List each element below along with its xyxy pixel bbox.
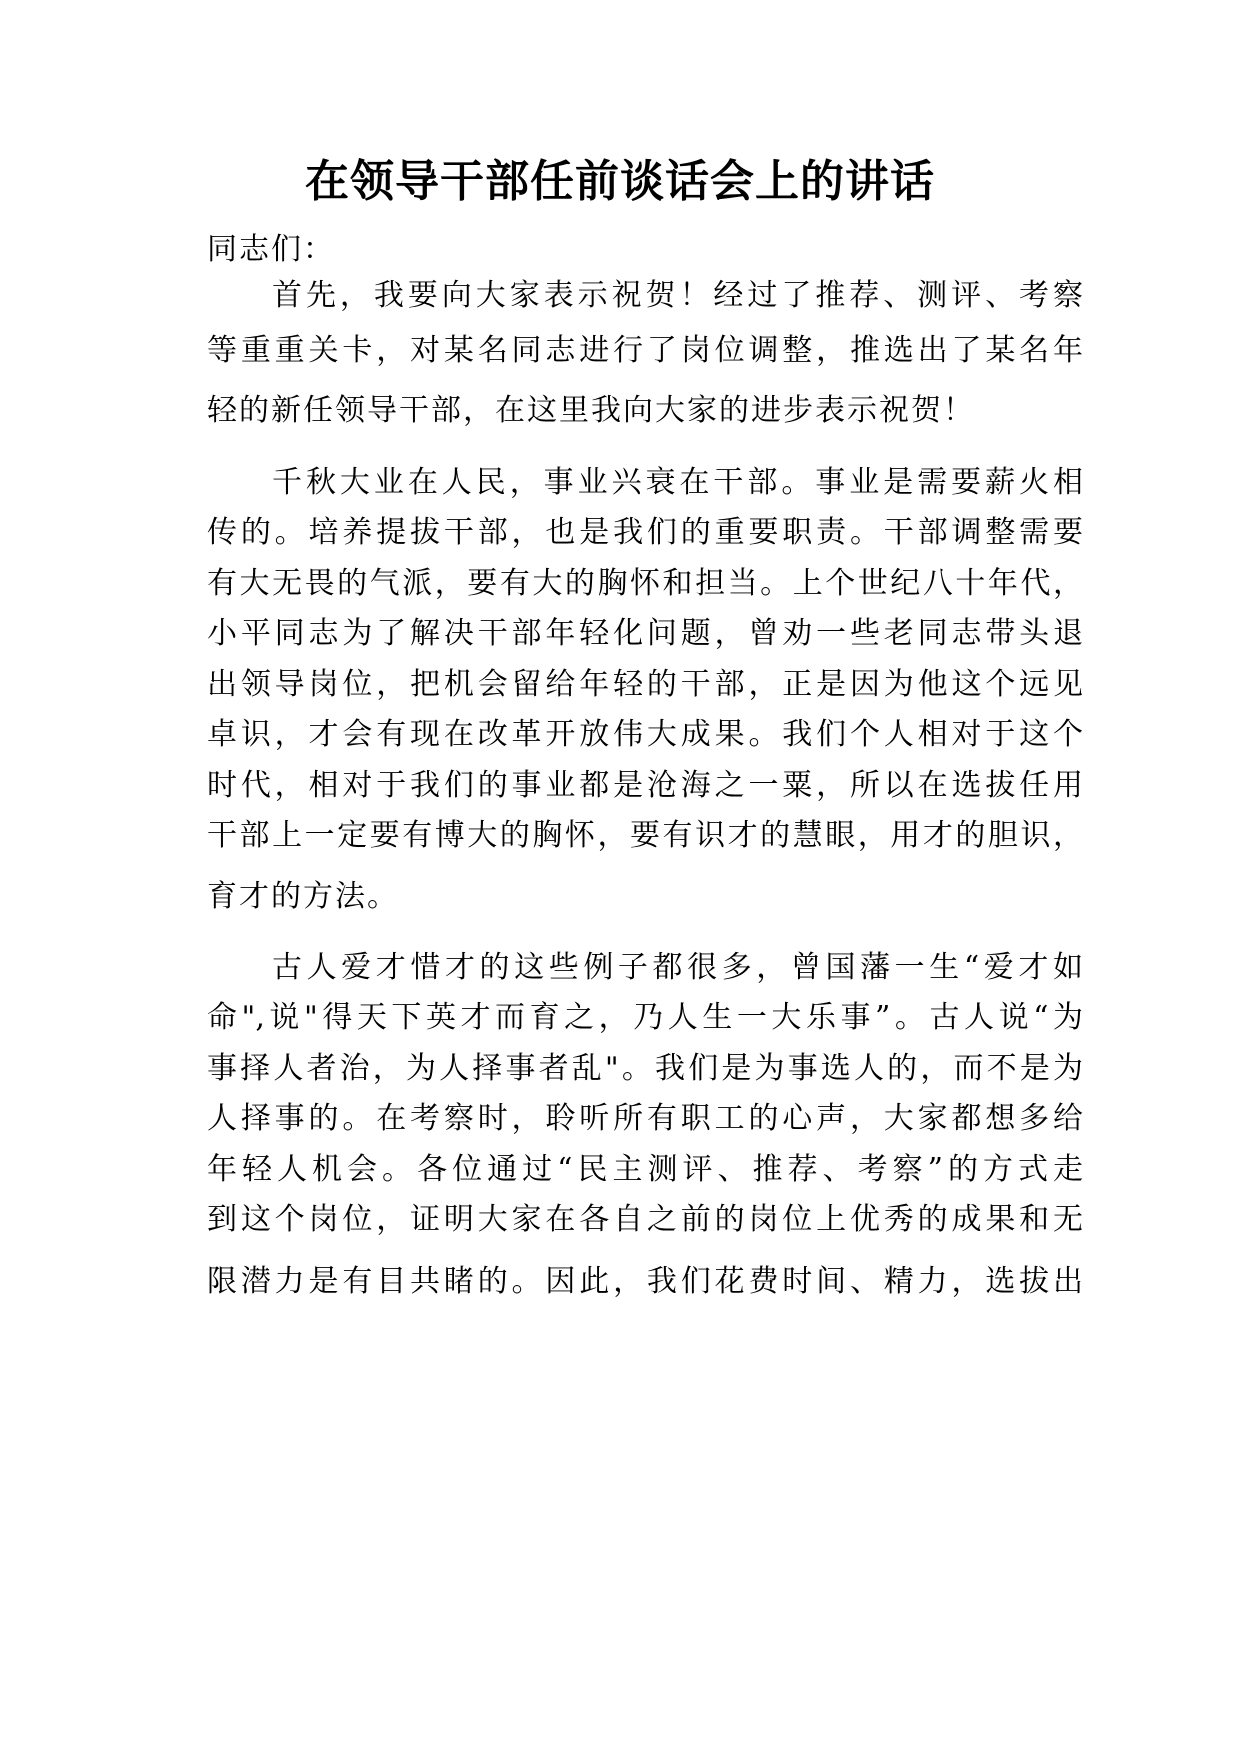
document-title: 在领导干部任前谈话会上的讲话 [305, 156, 935, 207]
paragraph-line: 事择人者治，为人择事者乱"。我们是为事选人的，而不是为 [207, 1051, 1083, 1086]
paragraph-line: 首先，我要向大家表示祝贺！经过了推荐、测评、考察 [272, 278, 1083, 313]
paragraph-line: 古人爱才惜才的这些例子都很多，曾国藩一生“爱才如 [272, 950, 1083, 985]
paragraph-line: 小平同志为了解决干部年轻化问题，曾劝一些老同志带头退 [207, 616, 1083, 651]
paragraph-line: 等重重关卡，对某名同志进行了岗位调整，推选出了某名年 [207, 333, 1083, 368]
paragraph-line: 卓识，才会有现在改革开放伟大成果。我们个人相对于这个 [207, 717, 1083, 752]
paragraph-line: 限潜力是有目共睹的。因此，我们花费时间、精力，选拔出 [207, 1264, 1083, 1299]
paragraph-line: 到这个岗位，证明大家在各自之前的岗位上优秀的成果和无 [207, 1202, 1083, 1237]
paragraph-line: 人择事的。在考察时，聆听所有职工的心声，大家都想多给 [207, 1101, 1083, 1136]
paragraph-line: 轻的新任领导干部，在这里我向大家的进步表示祝贺！ [207, 393, 975, 428]
paragraph-line: 干部上一定要有博大的胸怀，要有识才的慧眼，用才的胆识， [207, 818, 1083, 853]
paragraph-line: 千秋大业在人民，事业兴衰在干部。事业是需要薪火相 [272, 465, 1083, 500]
paragraph-line: 时代，相对于我们的事业都是沧海之一粟，所以在选拔任用 [207, 768, 1083, 803]
paragraph-line: 出领导岗位，把机会留给年轻的干部，正是因为他这个远见 [207, 667, 1083, 702]
paragraph-line: 命",说"得天下英才而育之，乃人生一大乐事”。古人说“为 [207, 1000, 1083, 1035]
paragraph-line: 育才的方法。 [207, 879, 399, 914]
paragraph-line: 年轻人机会。各位通过“民主测评、推荐、考察”的方式走 [207, 1152, 1083, 1187]
salutation: 同志们： [207, 232, 335, 267]
paragraph-line: 有大无畏的气派，要有大的胸怀和担当。上个世纪八十年代， [207, 566, 1083, 601]
paragraph-line: 传的。培养提拔干部，也是我们的重要职责。干部调整需要 [207, 515, 1083, 550]
